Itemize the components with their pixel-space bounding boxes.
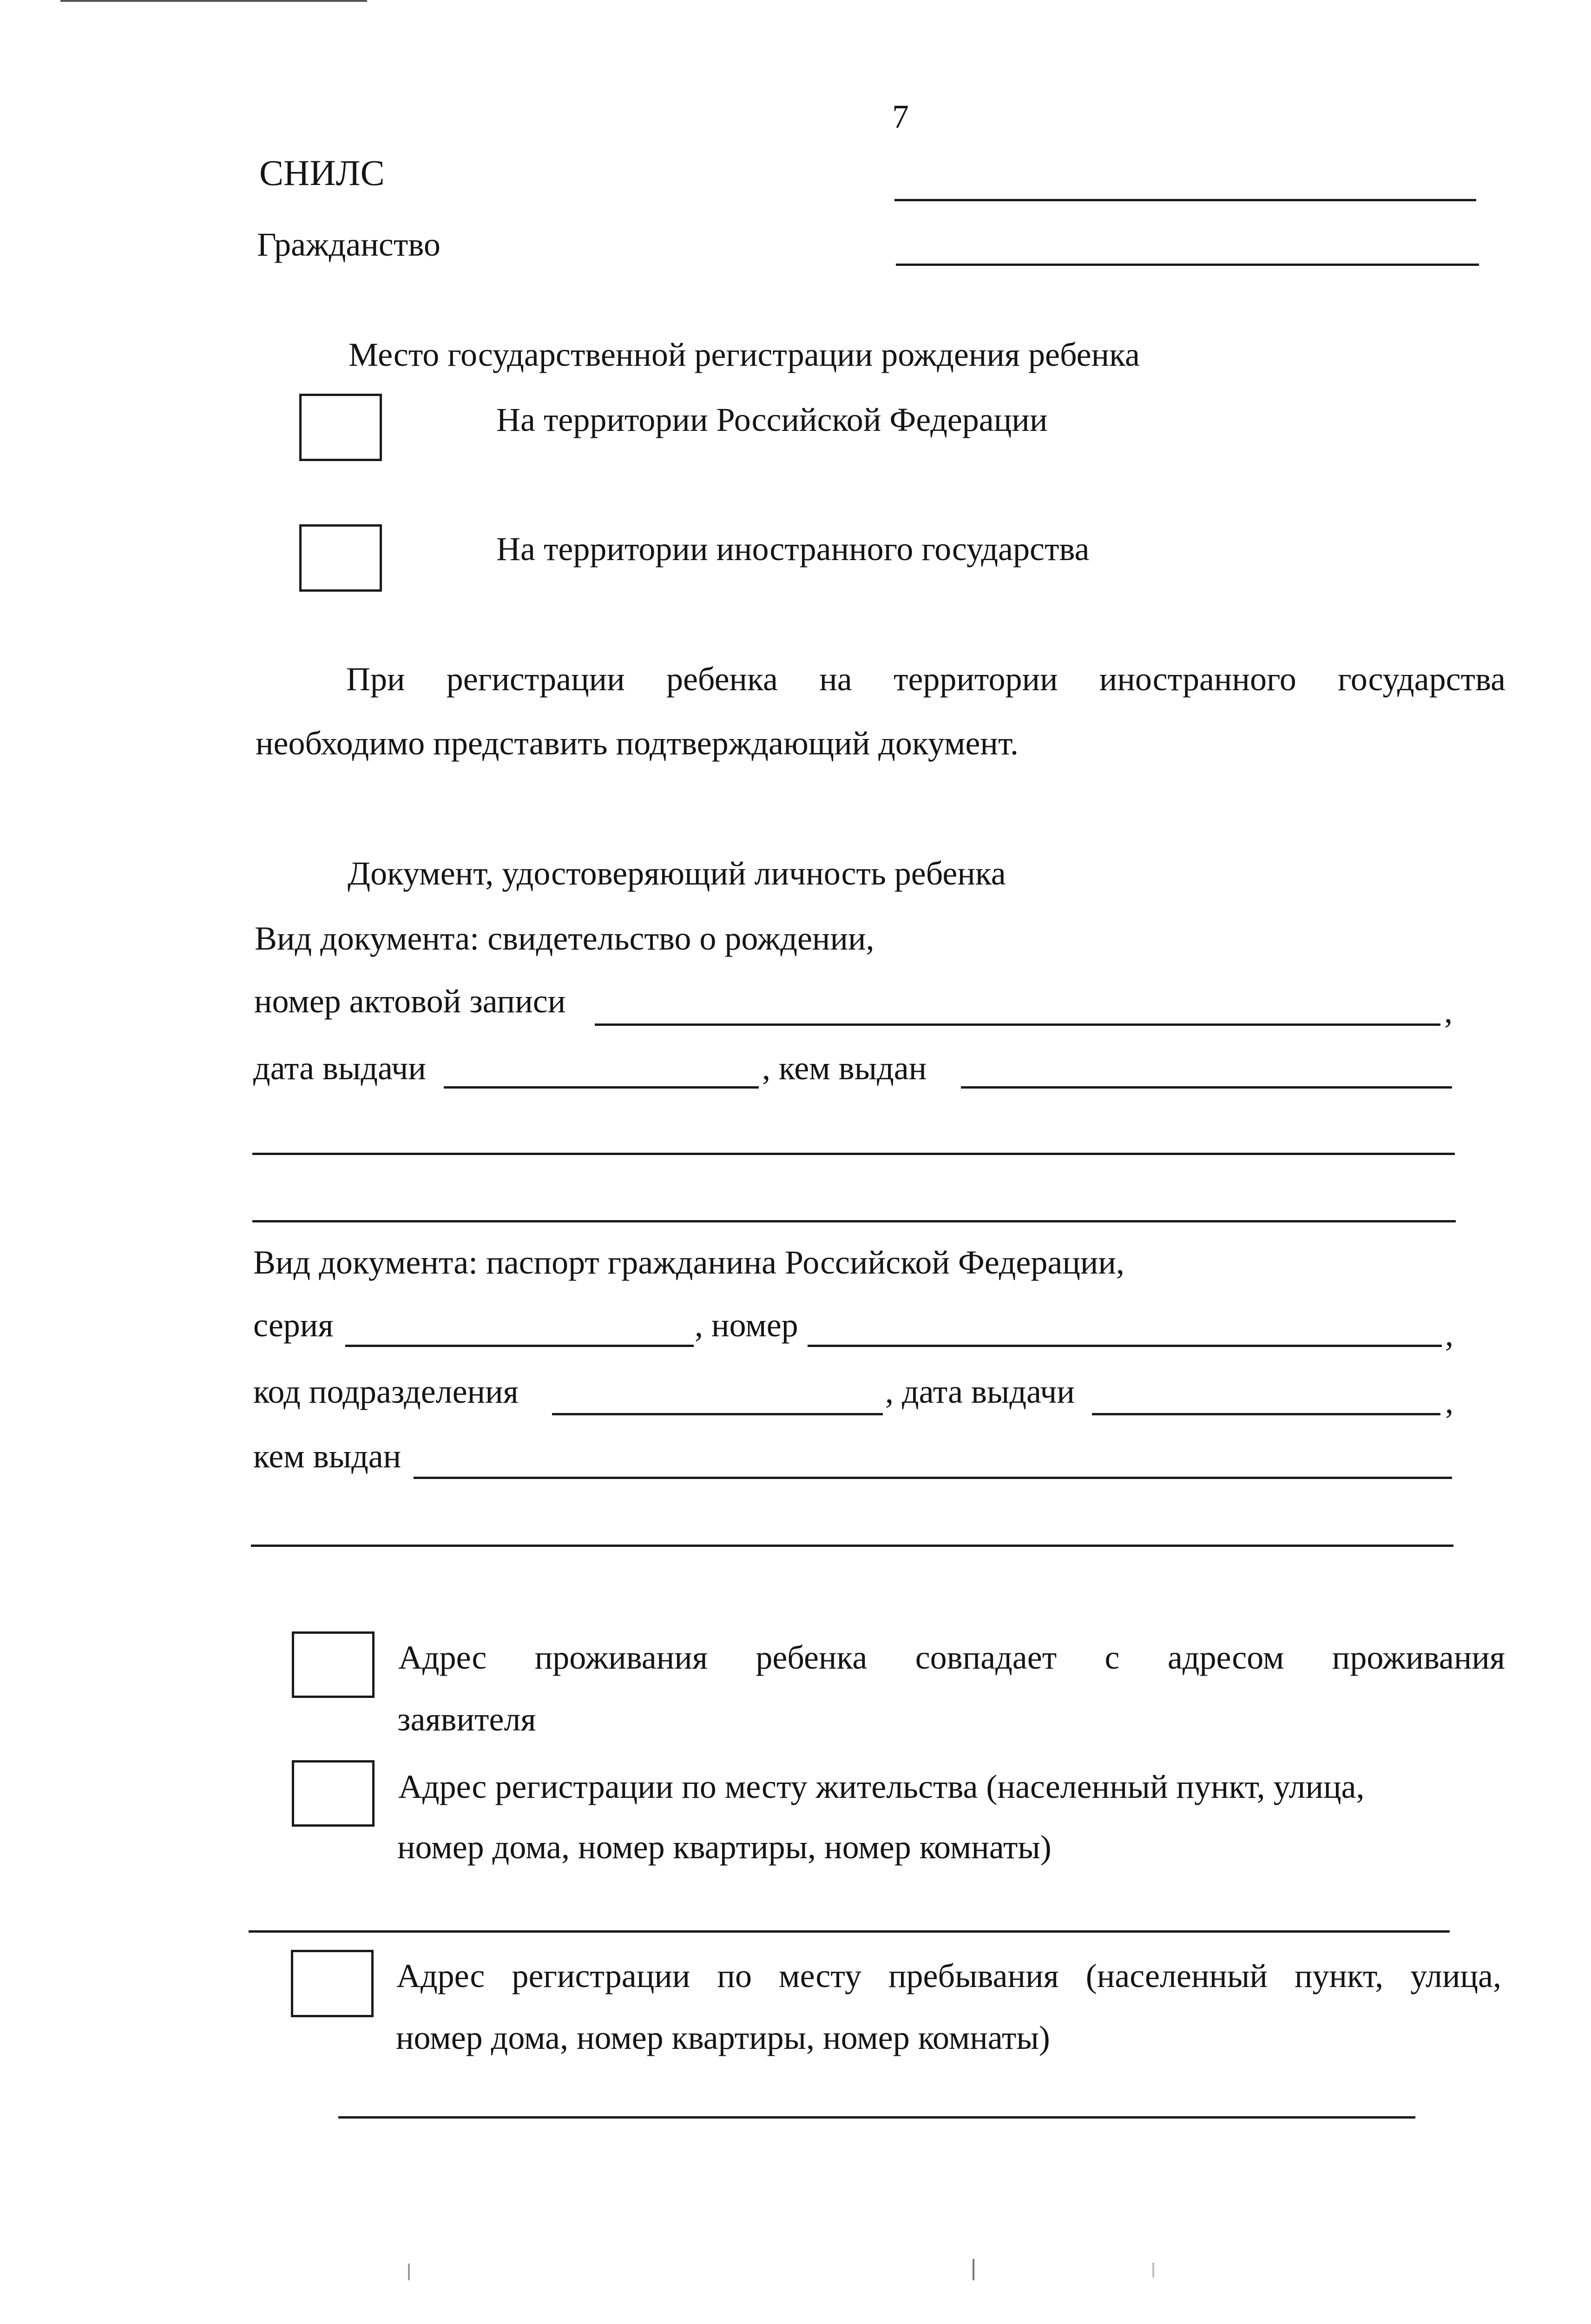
dept-code-input-line[interactable]	[552, 1413, 883, 1415]
passport-series-label: серия	[253, 1307, 334, 1344]
checkbox-same-address[interactable]	[292, 1631, 375, 1698]
checkbox-russia[interactable]	[299, 394, 382, 461]
foreign-note-line1: При регистрации ребенка на территории иностранного государства	[346, 660, 1506, 698]
option-foreign-label: На территории иностранного государства	[496, 530, 1090, 568]
passport-issued-by-line-2[interactable]	[251, 1545, 1453, 1547]
option-russia-label: На территории Российской Федерации	[496, 401, 1048, 438]
passport-issued-by-label: кем выдан	[253, 1438, 401, 1475]
residence-address-line2: номер дома, номер квартиры, номер комнаты)	[397, 1829, 1052, 1866]
stay-address-line2: номер дома, номер квартиры, номер комнаты)	[396, 2019, 1050, 2056]
stay-address-input-line[interactable]	[338, 2116, 1415, 2119]
foreign-note-line2: необходимо представить подтверждающий документ.	[256, 725, 1019, 762]
record-number-input-line[interactable]	[595, 1023, 1440, 1026]
birth-cert-issue-date-input-line[interactable]	[444, 1086, 759, 1089]
birth-place-heading: Место государственной регистрации рождения ребенка	[348, 336, 1140, 373]
stay-address-line1: Адрес регистрации по месту пребывания (населенный пункт, улица,	[396, 1957, 1501, 1994]
passport-type-label: Вид документа: паспорт гражданина Российской Федерации,	[253, 1244, 1124, 1281]
record-number-comma: ,	[1444, 993, 1453, 1030]
snils-label: СНИЛС	[259, 152, 385, 193]
birth-cert-type-label: Вид документа: свидетельство о рождении,	[255, 920, 874, 957]
scan-artifact-mark	[1152, 2263, 1154, 2278]
passport-number-input-line[interactable]	[808, 1345, 1442, 1347]
scan-artifact-mark	[408, 2264, 410, 2280]
passport-issue-date-label: , дата выдачи	[885, 1373, 1075, 1410]
passport-series-input-line[interactable]	[345, 1345, 694, 1347]
birth-cert-issue-date-label: дата выдачи	[253, 1050, 426, 1087]
residence-address-line1: Адрес регистрации по месту жительства (населенный пункт, улица,	[398, 1768, 1365, 1805]
citizenship-label: Гражданство	[257, 226, 440, 263]
scan-edge-mark	[60, 0, 367, 2]
record-number-label: номер актовой записи	[254, 983, 566, 1020]
identity-doc-heading: Документ, удостоверяющий личность ребенка	[348, 855, 1006, 892]
passport-issue-date-comma: ,	[1445, 1383, 1453, 1420]
passport-number-label: , номер	[695, 1307, 798, 1344]
checkbox-residence-address[interactable]	[292, 1760, 375, 1827]
checkbox-foreign[interactable]	[299, 524, 382, 592]
snils-input-line[interactable]	[894, 199, 1476, 201]
dept-code-label: код подразделения	[253, 1373, 519, 1410]
same-address-line2: заявителя	[397, 1701, 536, 1738]
scan-artifact-mark	[973, 2259, 974, 2280]
birth-cert-issued-by-line-3[interactable]	[252, 1220, 1456, 1222]
birth-cert-issued-by-input-line[interactable]	[961, 1086, 1452, 1089]
same-address-line1: Адрес проживания ребенка совпадает с адресом проживания	[398, 1639, 1505, 1676]
birth-cert-issued-by-label: , кем выдан	[762, 1050, 927, 1087]
passport-issued-by-input-line[interactable]	[414, 1477, 1452, 1479]
citizenship-input-line[interactable]	[896, 264, 1479, 266]
page-number: 7	[892, 98, 909, 135]
passport-number-comma: ,	[1445, 1316, 1453, 1353]
residence-address-input-line[interactable]	[249, 1930, 1450, 1933]
birth-cert-issued-by-line-2[interactable]	[252, 1153, 1455, 1155]
passport-issue-date-input-line[interactable]	[1092, 1413, 1440, 1415]
checkbox-stay-address[interactable]	[291, 1950, 374, 2017]
